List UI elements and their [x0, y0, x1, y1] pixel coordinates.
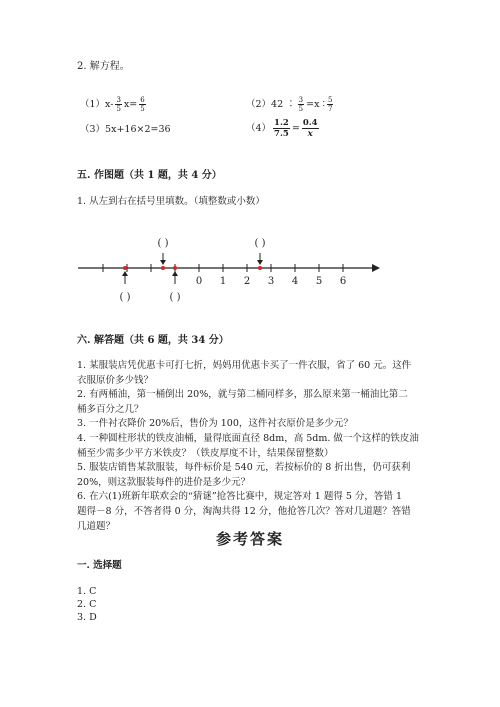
tick-label: 6	[339, 276, 347, 287]
question-line: 3. 一件衬衣降价 20%后，售价为 100，这件衬衣原价是多少元？	[77, 418, 353, 430]
section-5-question-1: 1. 从左到右在括号里填数。（填整数或小数）	[77, 196, 265, 207]
question-line: 题得－8 分，不答者得 0 分，淘淘共得 12 分，他抢答几次？答对几道题？答错	[77, 505, 411, 517]
q2-heading: 2. 解方程。	[77, 61, 130, 72]
up-arrow-icon	[172, 271, 178, 276]
equation-3: （3）5x+16×2=36	[80, 124, 171, 135]
tick-label: 2	[243, 276, 251, 287]
section-6-title: 六. 解答题（共 6 题，共 34 分）	[77, 335, 229, 346]
tick-label: 1	[219, 276, 227, 287]
question-line: 5. 服装店销售某款服装，每件标价是 540 元，若按标价的 8 折出售，仍可获利	[77, 462, 411, 474]
marked-point	[173, 266, 177, 270]
answers-title: 参考答案	[215, 530, 284, 548]
question-line: 2. 有两桶油，第一桶倒出 20%，就与第二桶同样多，那么原来第一桶油比第二	[77, 389, 408, 401]
question-line: 6. 在六(1)班新年联欢会的“猜谜”抢答比赛中，规定答对 1 题得 5 分，答错 1	[77, 491, 402, 503]
answers-section-1-title: 一. 选择题	[77, 560, 122, 571]
question-line: 衣服原价多少钱？	[77, 374, 154, 386]
fraction: $\frac{6}{5}$	[140, 96, 145, 113]
answer-bracket-top: ( )	[157, 238, 169, 249]
answer-item: 2. C	[77, 599, 97, 610]
answer-item: 3. D	[77, 612, 97, 623]
section-6-questions	[77, 359, 437, 534]
down-arrow-icon	[160, 260, 166, 265]
equation-1: （1）x- $\frac{3}{5}$ x= $\frac{6}{5}$	[80, 96, 145, 113]
answer-item: 1. C	[77, 586, 97, 597]
tick-label: 4	[291, 276, 299, 287]
tick-label: 0	[195, 276, 203, 287]
fraction: $\frac{3}{5}$	[116, 96, 121, 113]
answer-bracket-bottom: ( )	[119, 292, 131, 303]
section-5-title: 五. 作图题（共 1 题，共 4 分）	[77, 170, 222, 181]
answer-bracket-bottom: ( )	[169, 292, 181, 303]
question-line: 桶至少需多少平方米铁皮？（铁皮厚度不计，结果保留整数）	[77, 447, 334, 459]
fraction: $\frac{5}{7}$	[327, 96, 333, 113]
number-line-figure	[70, 228, 390, 308]
equation-4: （4） $\frac{1.2}{7.5}$ = $\frac{0.4}{x}$	[246, 118, 318, 139]
fraction: $\frac{3}{5}$	[298, 96, 304, 113]
fraction: $\frac{1.2}{7.5}$	[274, 118, 289, 139]
marked-point	[258, 266, 262, 270]
question-line: 1. 某服装店凭优惠卡可打七折，妈妈用优惠卡买了一件衣服，省了 60 元。这件	[77, 360, 412, 371]
equation-2: （2）42 ∶ $\frac{3}{5}$ =x ∶ $\frac{5}{7}$	[246, 96, 333, 113]
down-arrow-icon	[257, 260, 263, 265]
tick-label: 3	[267, 276, 275, 287]
answer-bracket-top: ( )	[254, 238, 266, 249]
question-line: 桶多百分之几？	[77, 403, 144, 415]
tick-label: 5	[315, 276, 323, 287]
marked-point	[123, 266, 127, 270]
arrowhead-icon	[372, 264, 380, 272]
marked-point	[161, 266, 165, 270]
question-line: 4. 一种圆柱形状的铁皮油桶，量得底面直径 8dm，高 5dm. 做一个这样的铁皮油	[77, 432, 419, 444]
fraction: $\frac{0.4}{x}$	[302, 118, 318, 139]
question-line: 20%，则这款服装每件的进价是多少元？	[77, 476, 251, 488]
question-line: 几道题？	[77, 520, 116, 532]
